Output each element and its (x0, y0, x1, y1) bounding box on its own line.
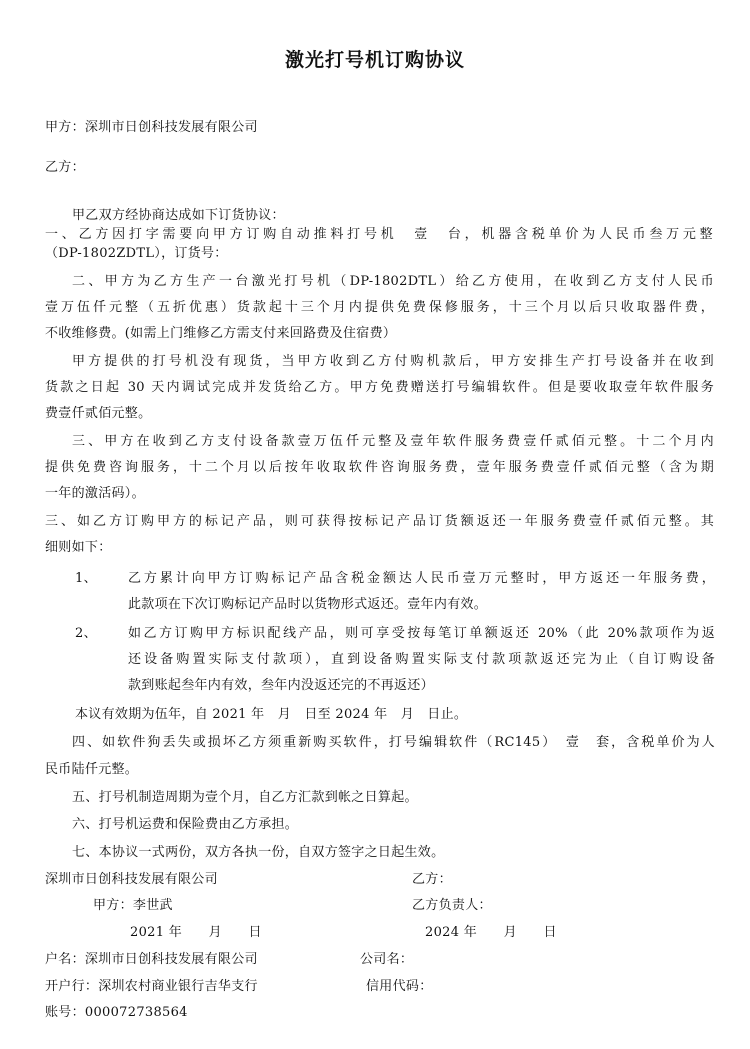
party-a: 甲方：深圳市日创科技发展有限公司 (45, 120, 258, 135)
party-b: 乙方： (45, 160, 85, 175)
clause-6: 六、打号机运费和保险费由乙方承担。 (72, 817, 299, 832)
clause-3b-line-1: 三、如乙方订购甲方的标记产品，则可获得按标记产品订货额返还一年服务费壹仟贰佰元整。其 (45, 514, 714, 529)
bank-name: 开户行：深圳农村商业银行吉华支行 (45, 979, 258, 994)
signature-party-a-date: 2021 年 月 日 (130, 925, 262, 940)
item-1-number: 1、 (75, 571, 97, 586)
intro: 甲乙双方经协商达成如下订货协议： (72, 208, 285, 223)
clause-5: 五、打号机制造周期为壹个月，自乙方汇款到帐之日算起。 (72, 790, 418, 805)
clause-2b-line-2: 货款之日起 30 天内调试完成并发货给乙方。甲方免费赠送打号编辑软件。但是要收取壹年软件服务 (45, 380, 714, 395)
bank-company-name: 公司名： (360, 952, 414, 967)
clause-3b-line-2: 细则如下： (45, 540, 112, 555)
item-2-number: 2、 (75, 626, 97, 641)
clause-4-line-2: 民币陆仟元整。 (45, 762, 139, 777)
item-1-line-1: 乙方累计向甲方订购标记产品含税金额达人民币壹万元整时，甲方返还一年服务费， (128, 571, 715, 586)
clause-2b-line-1: 甲方提供的打号机没有现货，当甲方收到乙方付购机款后，甲方安排生产打号设备并在收到 (72, 354, 714, 369)
clause-2b-line-3: 费壹仟贰佰元整。 (45, 406, 152, 421)
item-2-line-1: 如乙方订购甲方标识配线产品，则可享受按每笔订单额返还 20%（此 20%款项作为返 (128, 626, 715, 641)
item-2-line-2: 还设备购置实际支付款项），直到设备购置实际支付款项款返还完为止（自订购设备 (128, 652, 715, 667)
clause-2-line-2: 壹万伍仟元整（五折优惠）货款起十三个月内提供免费保修服务，十三个月以后只收取器件费， (45, 300, 714, 315)
clause-1-line-1: 一、乙方因打字需要向甲方订购自动推料打号机 壹 台，机器含税单价为人民币叁万元整 (45, 227, 713, 242)
signature-party-a-rep: 甲方：李世武 (93, 898, 173, 913)
signature-party-a-company: 深圳市日创科技发展有限公司 (45, 872, 218, 887)
clause-7: 七、本协议一式两份，双方各执一份，自双方签字之日起生效。 (72, 845, 445, 860)
item-1-line-2: 此款项在下次订购标记产品时以货物形式返还。壹年内有效。 (128, 597, 488, 612)
clause-3-line-1: 三、甲方在收到乙方支付设备款壹万伍仟元整及壹年软件服务费壹仟贰佰元整。十二个月内 (72, 434, 714, 449)
document-title: 激光打号机订购协议 (284, 49, 465, 71)
signature-party-b-rep: 乙方负责人： (412, 898, 492, 913)
validity-period: 本议有效期为伍年，自 2021 年 月 日至 2024 年 月 日止。 (75, 707, 468, 722)
signature-party-b-date: 2024 年 月 日 (425, 925, 557, 940)
clause-4-line-1: 四、如软件狗丢失或损坏乙方须重新购买软件，打号编辑软件（RC145） 壹 套，含税单价为人 (72, 735, 715, 750)
clause-3-line-3: 一年的激活码）。 (45, 486, 145, 501)
bank-credit-code: 信用代码： (366, 979, 433, 994)
bank-account-number: 账号：000072738564 (45, 1005, 188, 1020)
bank-account-name: 户名：深圳市日创科技发展有限公司 (45, 952, 258, 967)
clause-2-line-1: 二、甲方为乙方生产一台激光打号机（DP-1802DTL）给乙方使用，在收到乙方支付人民币 (72, 274, 714, 289)
signature-party-b-label: 乙方： (412, 872, 452, 887)
clause-1-line-2: （DP-1802ZDTL），订货号： (45, 246, 228, 261)
clause-2-line-3: 不收维修费。(如需上门维修乙方需支付来回路费及住宿费） (45, 326, 397, 341)
item-2-line-3: 款到账起叁年内有效，叁年内没返还完的不再返还） (128, 678, 434, 693)
clause-3-line-2: 提供免费咨询服务，十二个月以后按年收取软件咨询服务费，壹年服务费壹仟贰佰元整（含为期 (45, 460, 714, 475)
